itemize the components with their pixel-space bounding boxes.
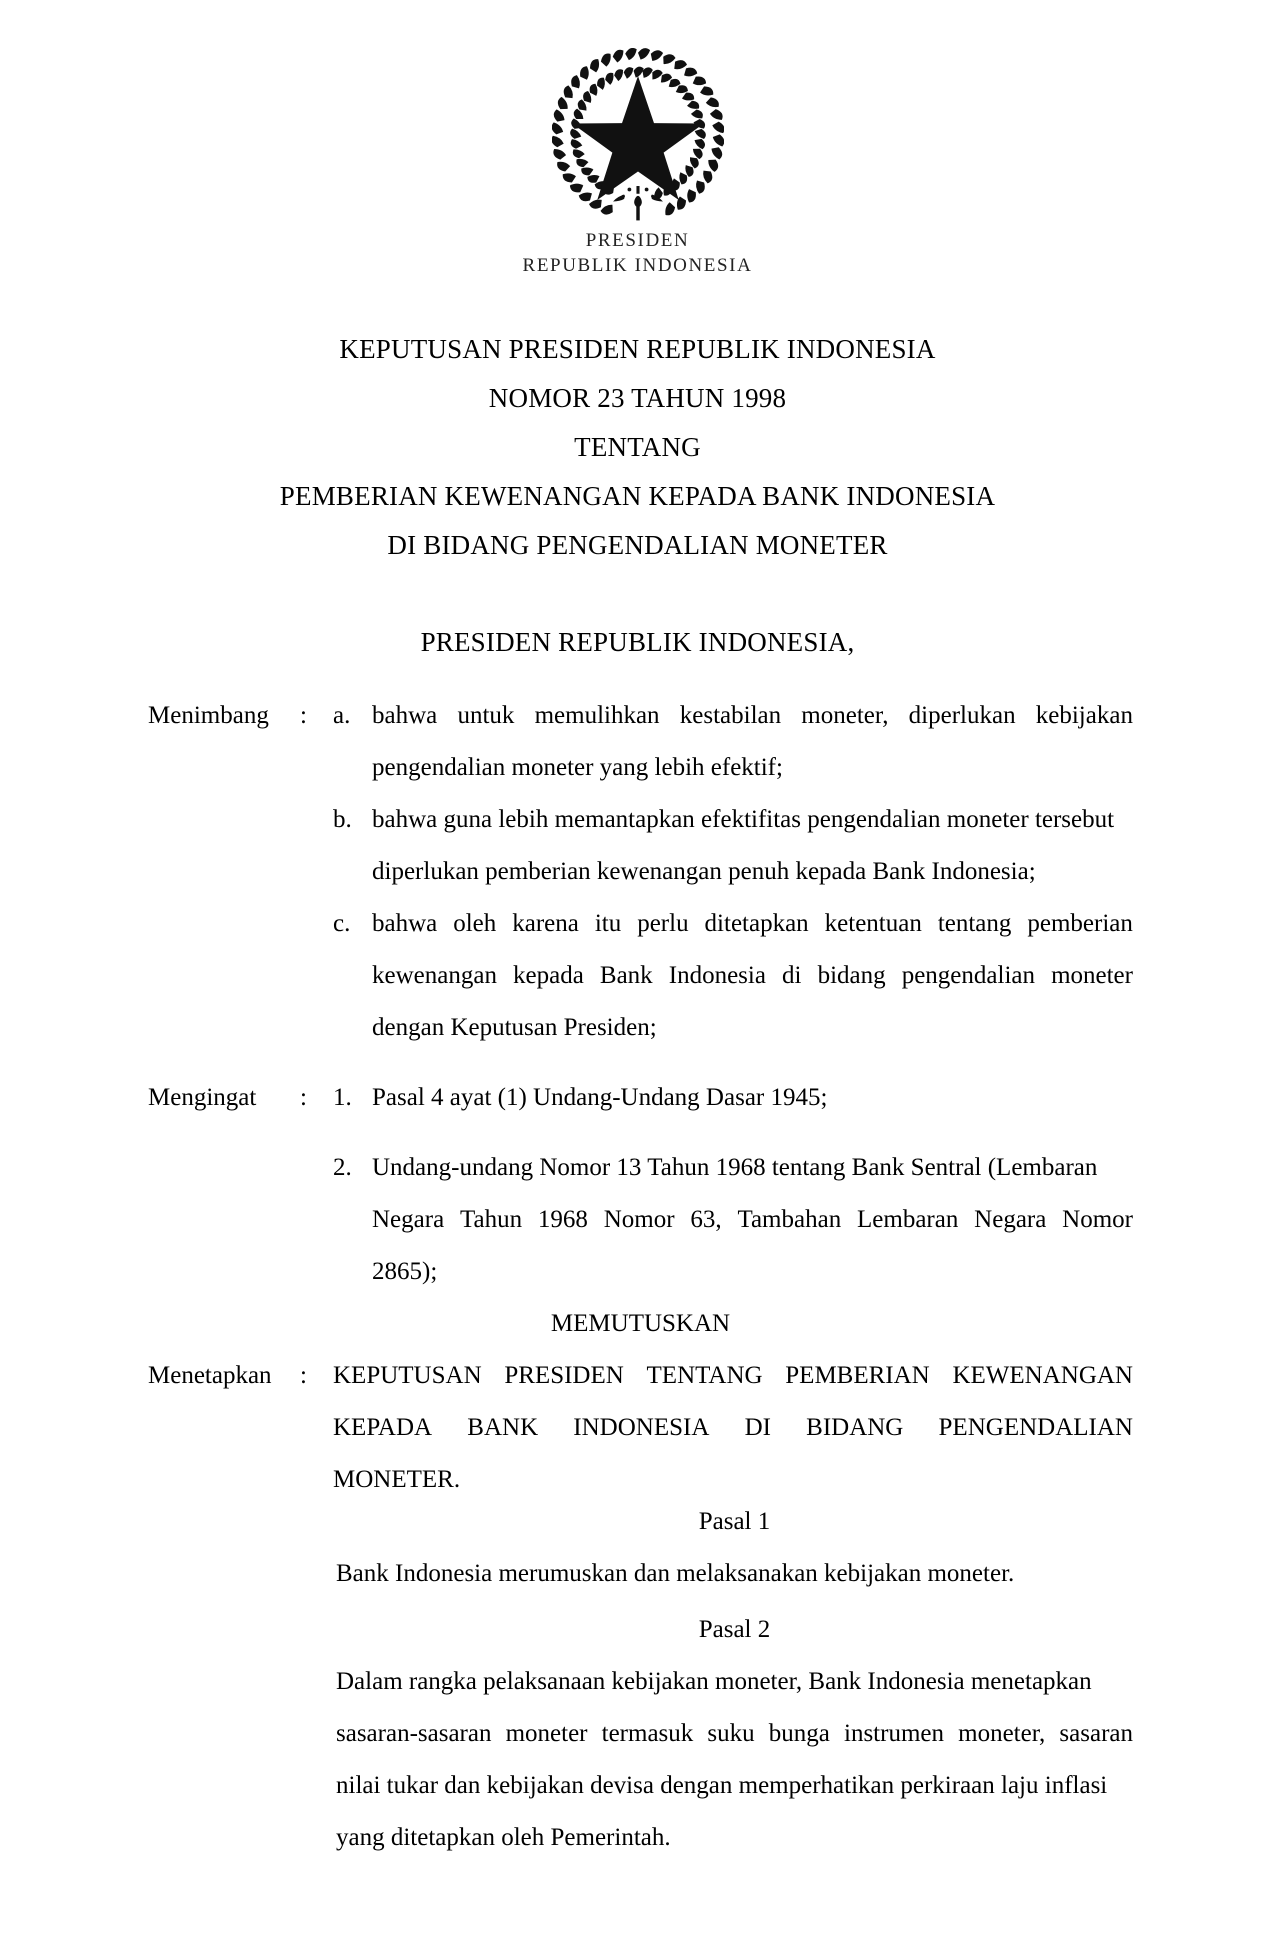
title-nomor-tahun: NOMOR 23 TAHUN 1998 [488,383,787,413]
garuda-star-wreath-emblem [552,48,724,226]
text-line: diperlukan pemberian kewenangan penuh kepada Bank Indonesia; [372,858,1036,885]
clause-items-mengingat [333,1072,1133,1298]
clause-colon-menetapkan: : [300,1362,307,1389]
article-body [336,1656,1133,1864]
word: KEPUTUSAN [333,1362,482,1389]
word: memulihkan [534,702,660,729]
word: pemberian [1027,910,1133,937]
word: kebijakan [1035,702,1133,729]
word: Negara [974,1206,1047,1233]
header-line-presiden: PRESIDEN [585,230,690,251]
word: ditetapkan [704,910,809,937]
word: INDONESIA [573,1414,710,1441]
clauses-section [148,690,1133,1506]
word: 63, [690,1206,722,1233]
item-marker: b. [333,806,352,833]
article-pasal-1 [336,1496,1133,1600]
word: BANK [467,1414,539,1441]
word: moneter [1051,962,1133,989]
text-line [372,690,1133,742]
word: sasaran-sasaran [336,1720,492,1747]
word: termasuk [601,1720,694,1747]
word: suku [707,1720,755,1747]
word: PEMBERIAN [785,1362,930,1389]
word: Bank [599,962,653,989]
clause-mengingat [148,1072,1133,1298]
text-line: nilai tukar dan kebijakan devisa dengan memperhatikan perkiraan laju inflasi [336,1772,1108,1799]
text-line: Dalam rangka pelaksanaan kebijakan moneter, Bank Indonesia menetapkan [336,1668,1092,1695]
clause-label-mengingat: Mengingat [148,1084,257,1111]
item-body [372,690,1133,794]
word: BIDANG [806,1414,904,1441]
clause-menetapkan [148,1350,1133,1506]
word: moneter [505,1720,588,1747]
word: tentang [937,910,1012,937]
article-body [336,1548,1133,1600]
clause-label-menimbang: Menimbang [148,702,269,729]
word: bahwa [372,910,438,937]
word: bidang [817,962,886,989]
word: sasaran [1059,1720,1133,1747]
emblem-container [0,48,1275,231]
text-line: Bank Indonesia merumuskan dan melaksanakan kebijakan moneter. [336,1560,1015,1587]
list-item [333,1142,1133,1298]
word: KEWENANGAN [952,1362,1133,1389]
text-line: yang ditetapkan oleh Pemerintah. [336,1824,671,1851]
word: karena [512,910,579,937]
text-line: Undang-undang Nomor 13 Tahun 1968 tentang Bank Sentral (Lembaran [372,1154,1098,1181]
word: PENGENDALIAN [938,1414,1133,1441]
word: KEPADA [333,1414,433,1441]
header-caption [0,228,1275,278]
item-spacer [333,1124,1133,1142]
word: Tambahan [737,1206,842,1233]
item-marker: c. [333,910,351,937]
word: TENTANG [646,1362,763,1389]
item-marker: 2. [333,1154,352,1181]
item-marker: 1. [333,1084,352,1111]
title-presiden-republik-indonesia: PRESIDEN REPUBLIK INDONESIA, [420,627,855,657]
item-body [372,898,1133,1054]
word: Nomor [603,1206,675,1233]
word: diperlukan [908,702,1016,729]
word: Indonesia [668,962,766,989]
text-line [372,1194,1133,1246]
word: oleh [453,910,497,937]
text-line [372,898,1133,950]
text-line [333,1402,1133,1454]
word: kestabilan [679,702,782,729]
item-body [372,1072,1133,1124]
title-subject-line-1: PEMBERIAN KEWENANGAN KEPADA BANK INDONESIA [279,481,996,511]
title-subject-line-2: DI BIDANG PENGENDALIAN MONETER [387,530,888,560]
word: di [782,962,802,989]
article-heading: Pasal 2 [698,1616,771,1643]
word: Nomor [1062,1206,1133,1233]
memutuskan-heading: MEMUTUSKAN [550,1310,731,1337]
word: moneter, [958,1720,1046,1747]
word: perlu [637,910,689,937]
document-title-block [0,325,1275,667]
clause-items-menetapkan [333,1350,1133,1506]
section-spacer [148,1054,1133,1072]
word: Negara [372,1206,445,1233]
text-line [336,1708,1133,1760]
word: bunga [768,1720,830,1747]
item-body [372,1142,1133,1298]
text-line: dengan Keputusan Presiden; [372,1014,657,1041]
article-heading: Pasal 1 [698,1508,771,1535]
header-line-republik-indonesia: REPUBLIK INDONESIA [522,255,753,276]
text-line: bahwa guna lebih memantapkan efektifitas pengendalian moneter tersebut [372,806,1115,833]
title-tentang: TENTANG [574,432,701,462]
list-item [333,898,1133,1054]
word: PRESIDEN [504,1362,624,1389]
item-body [333,1350,1133,1506]
clause-menimbang [148,690,1133,1054]
text-line [333,1350,1133,1402]
list-item [333,1350,1133,1506]
word: Tahun [459,1206,523,1233]
word: instrumen [844,1720,944,1747]
word: untuk [457,702,515,729]
article-pasal-2 [336,1604,1133,1864]
word: 1968 [537,1206,588,1233]
word: kewenangan [372,962,497,989]
list-item [333,794,1133,898]
clause-colon-mengingat: : [300,1084,307,1111]
word: ketentuan [824,910,922,937]
word: DI [744,1414,771,1441]
item-marker: a. [333,702,351,729]
text-line: MONETER. [333,1466,461,1493]
clause-colon-menimbang: : [300,702,307,729]
word: kepada [513,962,584,989]
text-line [372,950,1133,1002]
clause-label-menetapkan: Menetapkan [148,1362,272,1389]
text-line: pengendalian moneter yang lebih efektif; [372,754,783,781]
clause-items-menimbang [333,690,1133,1054]
text-line: 2865); [372,1258,438,1285]
word: bahwa [372,702,438,729]
list-item [333,1072,1133,1124]
word: itu [594,910,622,937]
word: Lembaran [857,1206,959,1233]
word: pengendalian [901,962,1035,989]
word: moneter, [801,702,889,729]
item-body [372,794,1133,898]
title-keputusan-presiden: KEPUTUSAN PRESIDEN REPUBLIK INDONESIA [339,334,936,364]
list-item [333,690,1133,794]
text-line: Pasal 4 ayat (1) Undang-Undang Dasar 1945; [372,1084,828,1111]
